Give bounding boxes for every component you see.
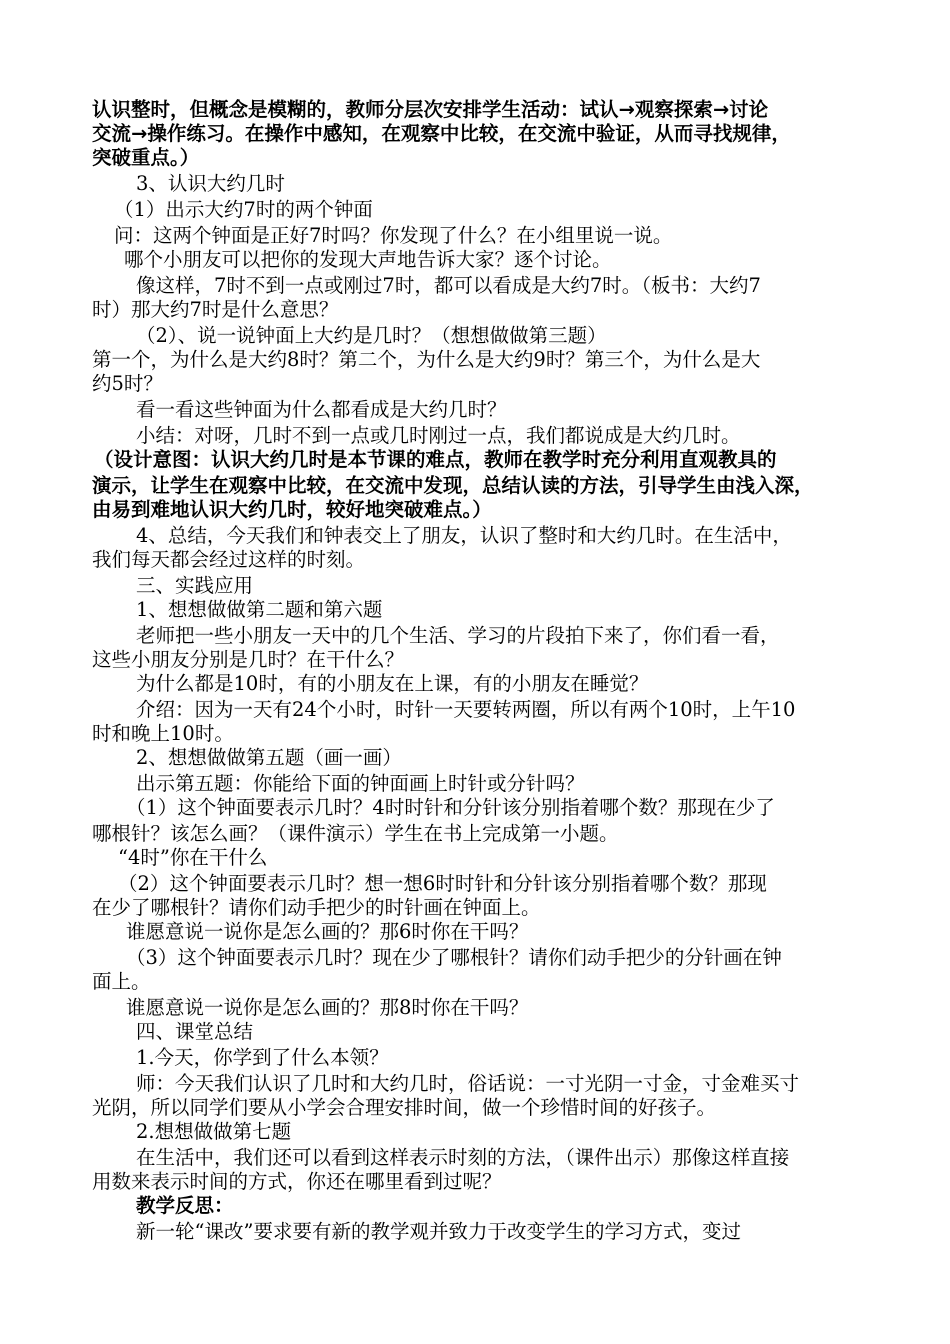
paragraph-line: （3）这个钟面要表示几时？现在少了哪根针？请你们动手把少的分针画在钟 bbox=[126, 946, 782, 969]
design-intent-text: 突破重点。） bbox=[92, 146, 200, 169]
paragraph-line: 这些小朋友分别是几时？在干什么？ bbox=[92, 648, 405, 671]
paragraph-line: 2.想想做做第七题 bbox=[136, 1120, 292, 1143]
paragraph-line: 光阴，所以同学们要从小学会合理安排时间，做一个珍惜时间的好孩子。 bbox=[92, 1096, 717, 1119]
paragraph-line: 我们每天都会经过这样的时刻。 bbox=[92, 548, 366, 571]
paragraph-line: 在少了哪根针？请你们动手把少的时针画在钟面上。 bbox=[92, 896, 541, 919]
design-intent-text: 认识整时，但概念是模糊的，教师分层次安排学生活动：试认→观察探索→讨论 bbox=[92, 98, 769, 121]
paragraph-line: 出示第五题：你能给下面的钟面画上时针或分针吗？ bbox=[136, 772, 585, 795]
section-heading: 2、想想做做第五题（画一画） bbox=[136, 746, 402, 769]
paragraph-line: 时和晚上10时。 bbox=[92, 722, 234, 745]
paragraph-line: 1.今天，你学到了什么本领？ bbox=[136, 1046, 389, 1069]
paragraph-line: 面上。 bbox=[92, 970, 151, 993]
design-intent-text: 由易到难地认识大约几时，较好地突破难点。） bbox=[92, 498, 492, 521]
design-intent-text: 交流→操作练习。在操作中感知，在观察中比较，在交流中验证，从而寻找规律， bbox=[92, 122, 791, 145]
reflection-heading: 教学反思： bbox=[136, 1194, 234, 1217]
paragraph-line: （2）、说一说钟面上大约是几时？（想想做做第三题） bbox=[136, 324, 607, 347]
paragraph-line: （2）这个钟面要表示几时？想一想6时时针和分针该分别指着哪个数？那现 bbox=[118, 872, 767, 895]
paragraph-line: 问：这两个钟面是正好7时吗？你发现了什么？在小组里说一说。 bbox=[114, 224, 673, 247]
paragraph-line: “4时”你在干什么 bbox=[118, 846, 268, 869]
paragraph-line: 在生活中，我们还可以看到这样表示时刻的方法，（课件出示）那像这样直接 bbox=[136, 1146, 790, 1169]
paragraph-line: 第一个，为什么是大约8时？第二个，为什么是大约9时？第三个，为什么是大 bbox=[92, 348, 761, 371]
paragraph-line: 谁愿意说一说你是怎么画的？那8时你在干吗？ bbox=[126, 996, 529, 1019]
paragraph-line: 为什么都是10时，有的小朋友在上课，有的小朋友在睡觉？ bbox=[136, 672, 649, 695]
paragraph-line: 像这样，7时不到一点或刚过7时，都可以看成是大约7时。（板书：大约7 bbox=[136, 274, 761, 297]
paragraph-line: 哪根针？该怎么画？（课件演示）学生在书上完成第一小题。 bbox=[92, 822, 619, 845]
paragraph-line: 介绍：因为一天有24个小时，时针一天要转两圈，所以有两个10时，上午10 bbox=[136, 698, 796, 721]
section-heading: 3、认识大约几时 bbox=[136, 172, 285, 195]
paragraph-line: 约5时？ bbox=[92, 372, 163, 395]
paragraph-line: 谁愿意说一说你是怎么画的？那6时你在干吗？ bbox=[126, 920, 529, 943]
paragraph-line: 老师把一些小朋友一天中的几个生活、学习的片段拍下来了，你们看一看， bbox=[136, 624, 780, 647]
paragraph-line: 看一看这些钟面为什么都看成是大约几时？ bbox=[136, 398, 507, 421]
paragraph-line: （1）这个钟面要表示几时？4时时针和分针该分别指着哪个数？那现在少了 bbox=[126, 796, 775, 819]
paragraph-line: 4、总结，今天我们和钟表交上了朋友，认识了整时和大约几时。在生活中， bbox=[136, 524, 792, 547]
paragraph-line: （1）出示大约7时的两个钟面 bbox=[114, 198, 373, 221]
paragraph-line: 哪个小朋友可以把你的发现大声地告诉大家？逐个讨论。 bbox=[124, 248, 612, 271]
paragraph-line: 时）那大约7时是什么意思？ bbox=[92, 298, 339, 321]
design-intent-text: 演示，让学生在观察中比较，在交流中发现，总结认读的方法，引导学生由浅入深， bbox=[92, 474, 814, 497]
paragraph-line: 小结：对呀，几时不到一点或几时刚过一点，我们都说成是大约几时。 bbox=[136, 424, 741, 447]
section-heading: 四、课堂总结 bbox=[136, 1020, 254, 1043]
paragraph-line: 用数来表示时间的方式，你还在哪里看到过呢？ bbox=[92, 1170, 502, 1193]
design-intent-text: （设计意图：认识大约几时是本节课的难点，教师在教学时充分利用直观教具的 bbox=[94, 448, 777, 471]
paragraph-line: 新一轮“课改”要求要有新的教学观并致力于改变学生的学习方式，变过 bbox=[136, 1220, 741, 1243]
paragraph-line: 师：今天我们认识了几时和大约几时，俗话说：一寸光阴一寸金，寸金难买寸 bbox=[136, 1072, 800, 1095]
section-heading: 三、实践应用 bbox=[136, 574, 254, 597]
section-heading: 1、想想做做第二题和第六题 bbox=[136, 598, 383, 621]
